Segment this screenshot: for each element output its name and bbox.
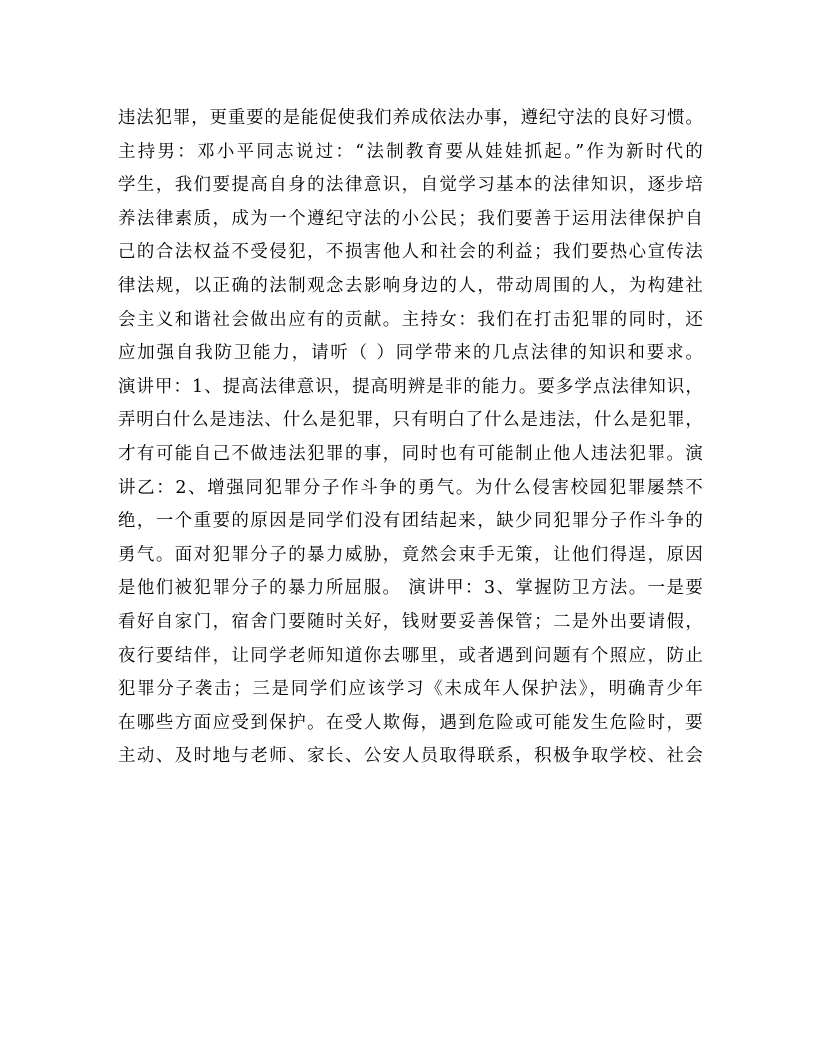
text-line: 在哪些方面应受到保护。在受人欺侮，遇到危险或可能发生危险时，要: [118, 712, 703, 733]
text-line: 夜行要结伴，让同学老师知道你去哪里，或者遇到问题有个照应，防止: [118, 645, 703, 666]
text-line: 养法律素质，成为一个遵纪守法的小公民；我们要善于运用法律保护自: [118, 208, 703, 229]
text-line: 弄明白什么是违法、什么是犯罪，只有明白了什么是违法，什么是犯罪，: [118, 410, 703, 431]
text-line: 看好自家门，宿舍门要随时关好，钱财要妥善保管；二是外出要请假，: [118, 611, 703, 632]
text-line: 是他们被犯罪分子的暴力所屈服。 演讲甲：3、掌握防卫方法。一是要: [118, 578, 703, 599]
text-line: 主持男：邓小平同志说过：“法制教育要从娃娃抓起。”作为新时代的: [118, 141, 703, 162]
text-line: 才有可能自己不做违法犯罪的事，同时也有可能制止他人违法犯罪。演: [118, 443, 703, 464]
text-line: 犯罪分子袭击；三是同学们应该学习《未成年人保护法》，明确青少年: [118, 679, 703, 700]
text-line: 违法犯罪，更重要的是能促使我们养成依法办事，遵纪守法的良好习惯。: [118, 108, 703, 128]
text-line: 演讲甲：1、提高法律意识，提高明辨是非的能力。要多学点法律知识，: [118, 376, 703, 397]
text-line: 律法规，以正确的法制观念去影响身边的人，带动周围的人，为构建社: [118, 275, 703, 296]
text-line: 应加强自我防卫能力，请听（ ）同学带来的几点法律的知识和要求。: [118, 343, 703, 364]
body-text: [118, 102, 703, 774]
text-line: 勇气。面对犯罪分子的暴力威胁，竟然会束手无策，让他们得逞，原因: [118, 544, 703, 565]
text-line: 主动、及时地与老师、家长、公安人员取得联系，积极争取学校、社会: [118, 746, 703, 767]
text-line: 己的合法权益不受侵犯，不损害他人和社会的利益；我们要热心宣传法: [118, 242, 703, 263]
text-line: 讲乙：2、增强同犯罪分子作斗争的勇气。为什么侵害校园犯罪屡禁不: [118, 477, 703, 498]
text-line: 学生，我们要提高自身的法律意识，自觉学习基本的法律知识，逐步培: [118, 175, 703, 196]
text-line: 绝，一个重要的原因是同学们没有团结起来，缺少同犯罪分子作斗争的: [118, 511, 703, 532]
text-line: 会主义和谐社会做出应有的贡献。主持女：我们在打击犯罪的同时，还: [118, 309, 703, 330]
